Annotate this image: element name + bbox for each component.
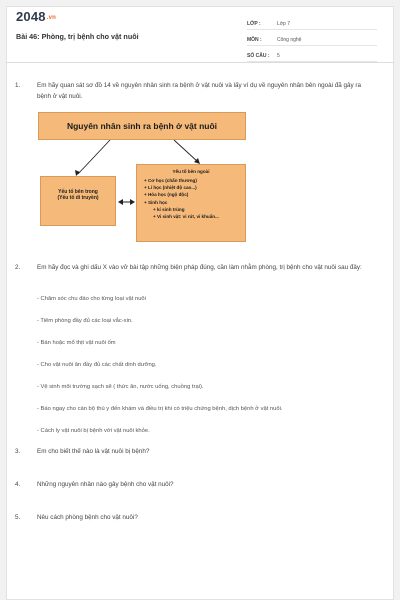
measures-list <box>37 294 377 448</box>
meta-value: Công nghệ <box>277 37 302 43</box>
meta-info <box>247 14 377 62</box>
question-1 <box>15 80 375 102</box>
diagram-title: Nguyên nhân sinh ra bệnh ở vật nuôi <box>38 112 246 140</box>
meta-key: SỐ CÂU : <box>247 53 270 59</box>
question-number: 3. <box>15 448 21 455</box>
question-3 <box>15 446 375 457</box>
cause-diagram <box>38 112 248 242</box>
meta-row-class <box>247 14 377 30</box>
external-factor-item-label: Sinh học <box>147 199 168 205</box>
question-text: Em hãy đọc và ghi dấu X vào vở bài tập những biện pháp đúng, cần làm nhằm phòng, trị bệnh cho vật nuôi sau đây: <box>37 264 362 271</box>
meta-row-count <box>247 46 377 62</box>
external-factor-item <box>144 191 245 198</box>
site-logo[interactable] <box>16 9 56 24</box>
question-text: Nêu cách phòng bệnh cho vật nuôi? <box>37 514 138 521</box>
meta-key: MÔN : <box>247 37 262 43</box>
logo-suffix: .vn <box>46 14 57 21</box>
logo-text: 2048 <box>16 9 46 24</box>
question-number: 5. <box>15 514 21 521</box>
question-text: Những nguyên nhân nào gây bệnh cho vật nuôi? <box>37 481 174 488</box>
meta-value: Lớp 7 <box>277 21 291 27</box>
meta-value: 5 <box>277 53 280 59</box>
list-item: - Bán hoặc mổ thịt vật nuôi ốm <box>37 340 116 346</box>
external-factor-item-label: Cơ học (chấn thương) <box>147 178 197 183</box>
page-title: Bài 46: Phòng, trị bệnh cho vật nuôi <box>16 32 139 41</box>
list-item: - Cách ly vật nuôi bị bệnh với vật nuôi khỏe. <box>37 428 150 434</box>
question-2 <box>15 262 375 273</box>
external-factor-item <box>144 199 245 206</box>
external-factor-subitem: + Vi sinh vật: vi rút, vi khuẩn... <box>153 214 219 220</box>
list-item: - Tiêm phòng đầy đủ các loại vắc-xin. <box>37 318 133 324</box>
plus-icon: + <box>144 178 147 183</box>
meta-row-subject <box>247 30 377 46</box>
internal-factor-note: (Yếu tố di truyền) <box>57 195 99 201</box>
question-number: 2. <box>15 264 21 271</box>
plus-icon: + <box>144 192 147 198</box>
external-factor-header: Yếu tố bên ngoài <box>172 169 210 174</box>
list-item: - Cho vật nuôi ăn đầy đủ các chất dinh dưỡng. <box>37 362 157 368</box>
list-item: - Vệ sinh môi trường sạch sẽ ( thức ăn, nước uống, chuồng trại). <box>37 384 204 390</box>
header-divider <box>6 62 394 63</box>
meta-key: LỚP : <box>247 21 261 27</box>
external-factor-item <box>144 177 245 184</box>
question-5 <box>15 512 375 523</box>
question-number: 4. <box>15 481 21 488</box>
external-factor-item <box>144 184 245 191</box>
external-factor-box <box>136 164 246 242</box>
list-item: - Chăm sóc chu đáo cho từng loại vật nuôi <box>37 296 146 302</box>
external-factor-item-label: Lí học (nhiệt độ cao...) <box>147 185 197 191</box>
plus-icon: + <box>144 199 147 205</box>
list-item: - Báo ngay cho cán bộ thú y đến khám và điều trị khi có triệu chứng bệnh, dịch bệnh ở vật nuôi. <box>37 406 283 412</box>
internal-factor-label: Yếu tố bên trong <box>58 189 98 195</box>
question-text: Em hãy quan sát sơ đồ 14 về nguyên nhân sinh ra bệnh ở vật nuôi và lấy ví dụ về nguyên nhân bên ngoài đã gây ra bệnh ở vật nuôi. <box>37 82 362 100</box>
external-factor-item-label: Hóa học (ngộ độc) <box>147 192 189 198</box>
question-text: Em cho biết thế nào là vật nuôi bị bệnh? <box>37 448 150 455</box>
internal-factor-box <box>40 176 116 226</box>
plus-icon: + <box>144 185 147 191</box>
question-number: 1. <box>15 82 21 89</box>
question-4 <box>15 479 375 490</box>
external-factor-subitem: + kí sinh trùng <box>153 206 185 212</box>
